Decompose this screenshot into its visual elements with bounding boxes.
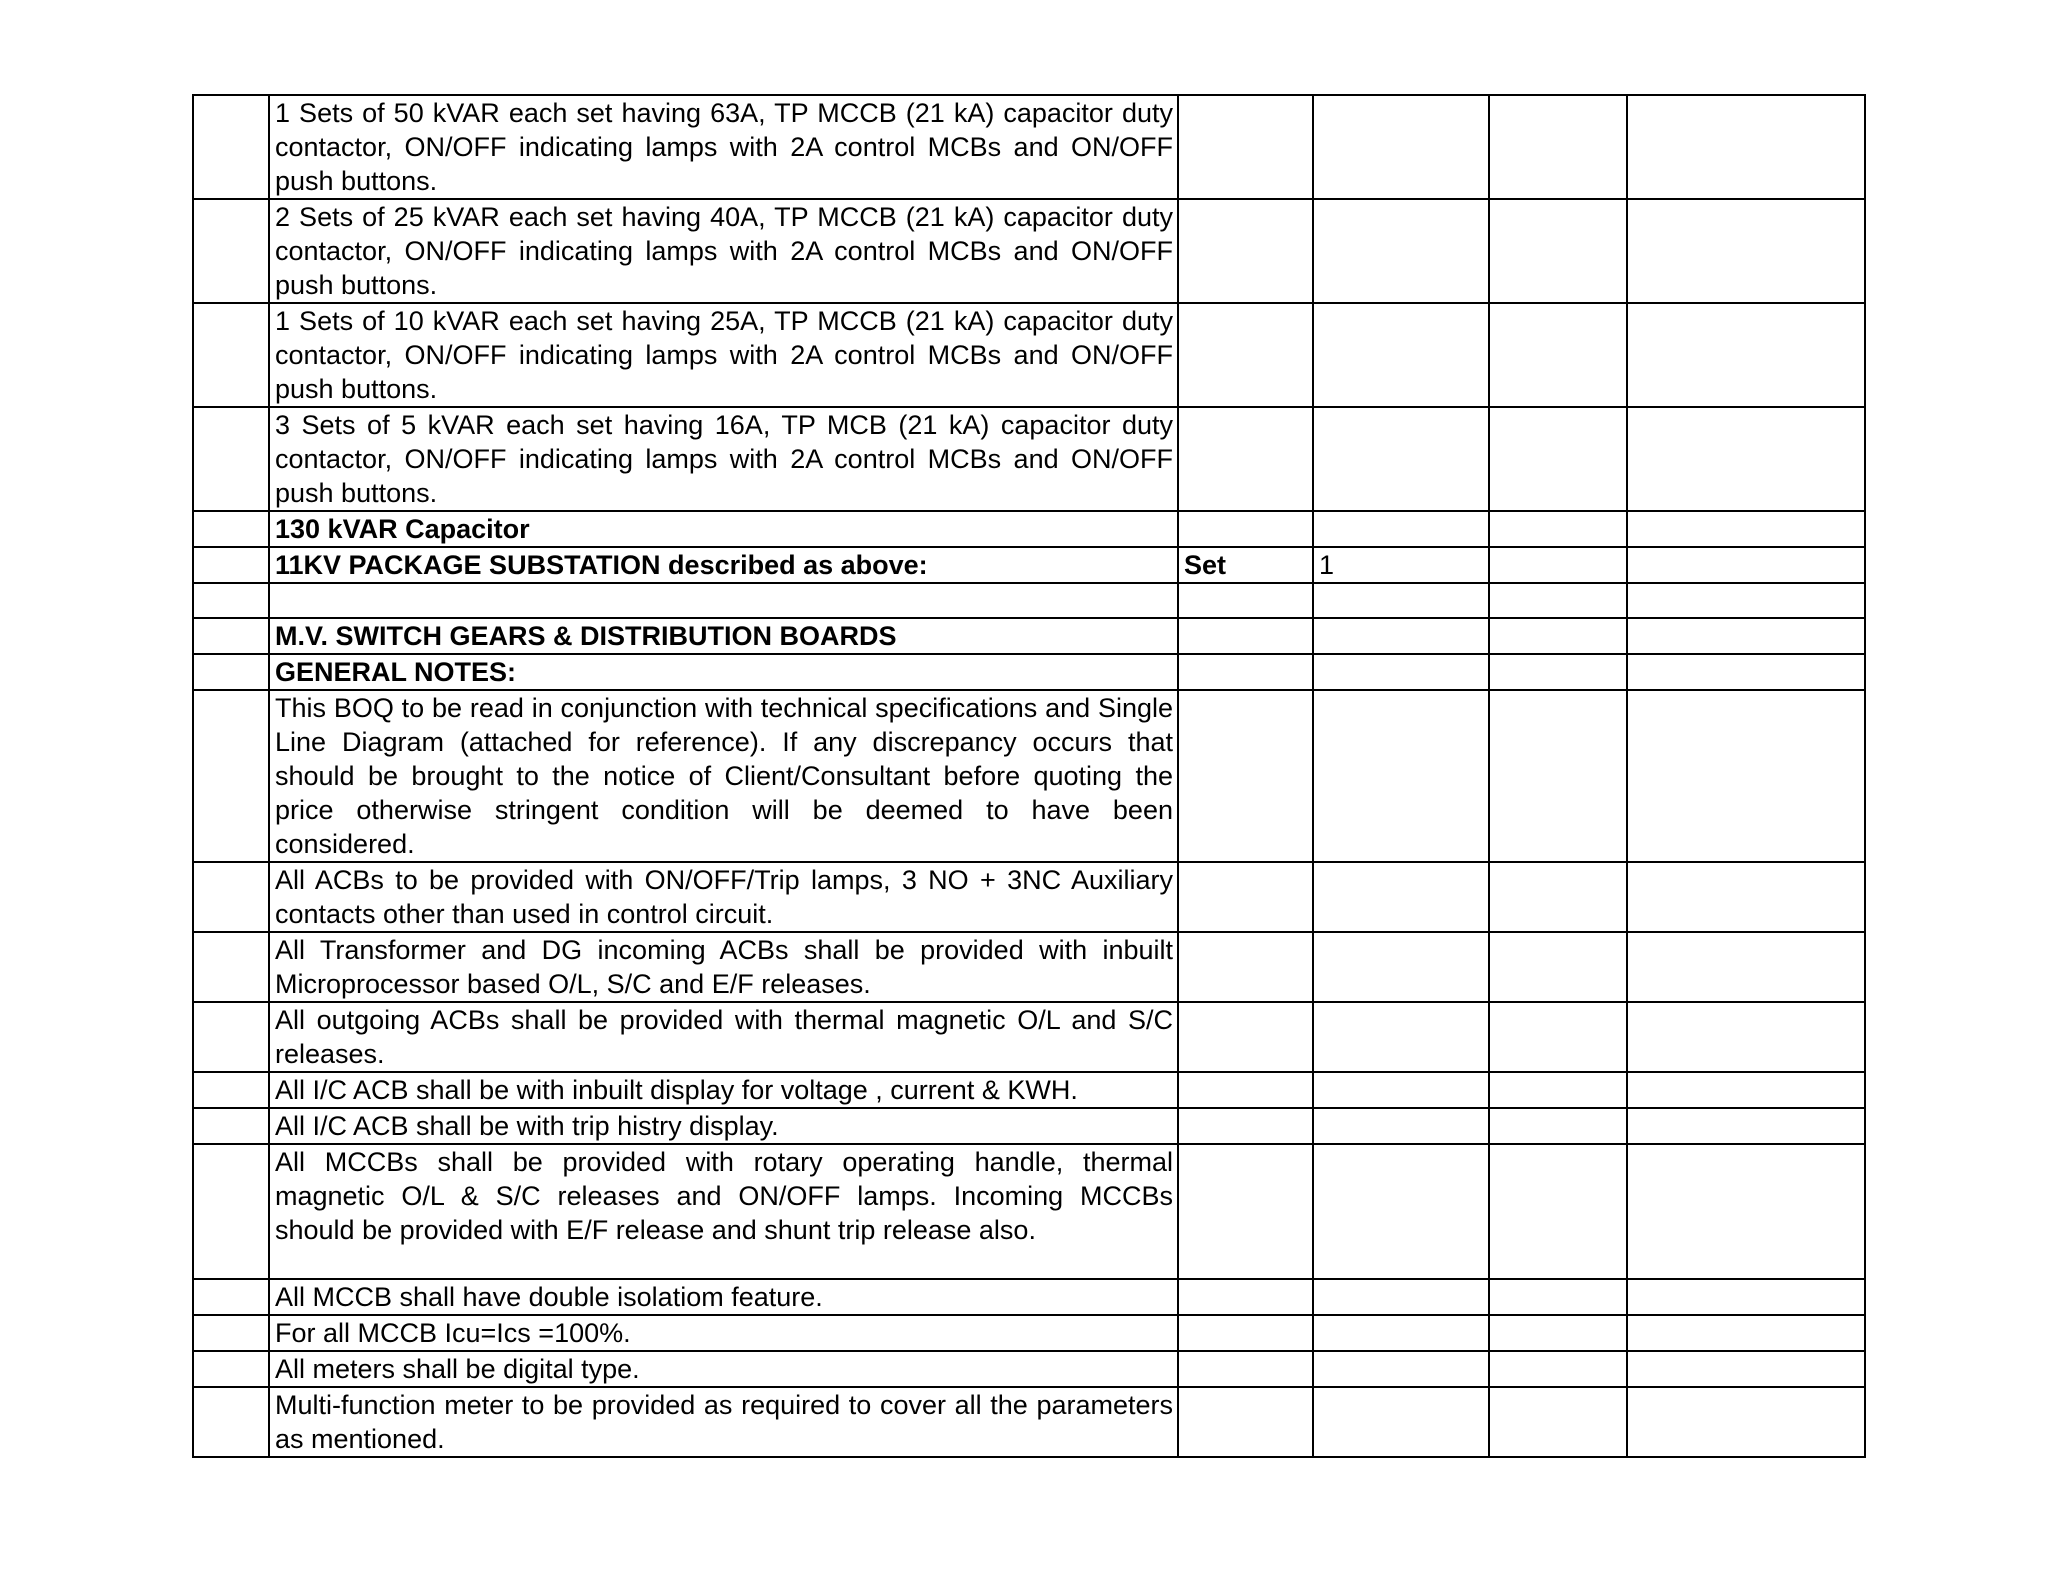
quantity-cell (1313, 407, 1489, 511)
rate-cell (1489, 199, 1627, 303)
table-row (193, 654, 1865, 690)
amount-cell (1627, 547, 1865, 583)
unit-cell (1178, 690, 1313, 862)
description-cell: All ACBs to be provided with ON/OFF/Trip lamps, 3 NO + 3NC Auxiliary contacts other than used in control circuit. (269, 862, 1178, 932)
description-cell: All I/C ACB shall be with inbuilt display for voltage , current & KWH. (269, 1072, 1178, 1108)
table-row (193, 1072, 1865, 1108)
rate-cell (1489, 1002, 1627, 1072)
rate-cell (1489, 1351, 1627, 1387)
item-no-cell (193, 1072, 269, 1108)
amount-cell (1627, 303, 1865, 407)
table-row (193, 407, 1865, 511)
description-cell: For all MCCB Icu=Ics =100%. (269, 1315, 1178, 1351)
amount-cell (1627, 1144, 1865, 1279)
table-row (193, 1351, 1865, 1387)
rate-cell (1489, 1279, 1627, 1315)
description-cell: All outgoing ACBs shall be provided with thermal magnetic O/L and S/C releases. (269, 1002, 1178, 1072)
amount-cell (1627, 654, 1865, 690)
quantity-cell (1313, 1279, 1489, 1315)
unit-cell (1178, 618, 1313, 654)
unit-cell (1178, 1315, 1313, 1351)
item-no-cell (193, 1279, 269, 1315)
unit-cell: Set (1178, 547, 1313, 583)
rate-cell (1489, 547, 1627, 583)
table-row (193, 862, 1865, 932)
unit-cell (1178, 1351, 1313, 1387)
quantity-cell (1313, 303, 1489, 407)
unit-cell (1178, 583, 1313, 618)
unit-cell (1178, 303, 1313, 407)
description-cell: 1 Sets of 10 kVAR each set having 25A, TP MCCB (21 kA) capacitor duty contactor, ON/OFF indicating lamps with 2A control MCBs and ON/OFF push buttons. (269, 303, 1178, 407)
item-no-cell (193, 654, 269, 690)
table-row (193, 199, 1865, 303)
rate-cell (1489, 511, 1627, 547)
quantity-cell: 1 (1313, 547, 1489, 583)
quantity-cell (1313, 511, 1489, 547)
item-no-cell (193, 1108, 269, 1144)
table-row (193, 511, 1865, 547)
quantity-cell (1313, 618, 1489, 654)
table-row (193, 95, 1865, 199)
description-cell: Multi-function meter to be provided as required to cover all the parameters as mentioned. (269, 1387, 1178, 1457)
item-no-cell (193, 932, 269, 1002)
unit-cell (1178, 1279, 1313, 1315)
item-no-cell (193, 95, 269, 199)
description-cell: M.V. SWITCH GEARS & DISTRIBUTION BOARDS (269, 618, 1178, 654)
table-row (193, 1315, 1865, 1351)
item-no-cell (193, 1002, 269, 1072)
amount-cell (1627, 1002, 1865, 1072)
item-no-cell (193, 511, 269, 547)
amount-cell (1627, 618, 1865, 654)
item-no-cell (193, 1315, 269, 1351)
unit-cell (1178, 654, 1313, 690)
unit-cell (1178, 862, 1313, 932)
description-cell: All MCCB shall have double isolatiom feature. (269, 1279, 1178, 1315)
unit-cell (1178, 932, 1313, 1002)
unit-cell (1178, 199, 1313, 303)
item-no-cell (193, 199, 269, 303)
rate-cell (1489, 1387, 1627, 1457)
rate-cell (1489, 654, 1627, 690)
table-row (193, 1144, 1865, 1279)
quantity-cell (1313, 1387, 1489, 1457)
rate-cell (1489, 95, 1627, 199)
quantity-cell (1313, 862, 1489, 932)
amount-cell (1627, 1072, 1865, 1108)
rate-cell (1489, 1108, 1627, 1144)
quantity-cell (1313, 199, 1489, 303)
amount-cell (1627, 583, 1865, 618)
unit-cell (1178, 95, 1313, 199)
quantity-cell (1313, 690, 1489, 862)
description-cell: This BOQ to be read in conjunction with technical specifications and Single Line Diagram (attached for reference). If any discrepancy occurs that should be brought to the notice of Client/Consultant before quoting the price otherwise stringent condition will be deemed to have been considered. (269, 690, 1178, 862)
item-no-cell (193, 1387, 269, 1457)
item-no-cell (193, 547, 269, 583)
table-row (193, 303, 1865, 407)
amount-cell (1627, 511, 1865, 547)
rate-cell (1489, 690, 1627, 862)
item-no-cell (193, 303, 269, 407)
amount-cell (1627, 1315, 1865, 1351)
rate-cell (1489, 932, 1627, 1002)
description-cell: All MCCBs shall be provided with rotary operating handle, thermal magnetic O/L & S/C releases and ON/OFF lamps. Incoming MCCBs should be provided with E/F release and shunt trip release also. (269, 1144, 1178, 1279)
amount-cell (1627, 932, 1865, 1002)
amount-cell (1627, 1387, 1865, 1457)
item-no-cell (193, 1351, 269, 1387)
amount-cell (1627, 862, 1865, 932)
item-no-cell (193, 690, 269, 862)
quantity-cell (1313, 95, 1489, 199)
quantity-cell (1313, 1144, 1489, 1279)
quantity-cell (1313, 583, 1489, 618)
description-cell: GENERAL NOTES: (269, 654, 1178, 690)
quantity-cell (1313, 932, 1489, 1002)
description-cell: 130 kVAR Capacitor (269, 511, 1178, 547)
rate-cell (1489, 1072, 1627, 1108)
rate-cell (1489, 1144, 1627, 1279)
quantity-cell (1313, 1108, 1489, 1144)
description-cell: All I/C ACB shall be with trip histry display. (269, 1108, 1178, 1144)
table-row (193, 690, 1865, 862)
item-no-cell (193, 618, 269, 654)
quantity-cell (1313, 1002, 1489, 1072)
description-cell: All Transformer and DG incoming ACBs shall be provided with inbuilt Microprocessor based O/L, S/C and E/F releases. (269, 932, 1178, 1002)
boq-table (192, 94, 1866, 1458)
item-no-cell (193, 407, 269, 511)
quantity-cell (1313, 1072, 1489, 1108)
rate-cell (1489, 862, 1627, 932)
rate-cell (1489, 303, 1627, 407)
table-row (193, 1279, 1865, 1315)
description-cell (269, 583, 1178, 618)
unit-cell (1178, 1108, 1313, 1144)
rate-cell (1489, 618, 1627, 654)
amount-cell (1627, 407, 1865, 511)
unit-cell (1178, 407, 1313, 511)
description-cell: 2 Sets of 25 kVAR each set having 40A, TP MCCB (21 kA) capacitor duty contactor, ON/OFF indicating lamps with 2A control MCBs and ON/OFF push buttons. (269, 199, 1178, 303)
item-no-cell (193, 583, 269, 618)
description-cell: 1 Sets of 50 kVAR each set having 63A, TP MCCB (21 kA) capacitor duty contactor, ON/OFF indicating lamps with 2A control MCBs and ON/OFF push buttons. (269, 95, 1178, 199)
unit-cell (1178, 1387, 1313, 1457)
amount-cell (1627, 95, 1865, 199)
rate-cell (1489, 407, 1627, 511)
amount-cell (1627, 690, 1865, 862)
item-no-cell (193, 1144, 269, 1279)
rate-cell (1489, 1315, 1627, 1351)
amount-cell (1627, 1351, 1865, 1387)
unit-cell (1178, 1144, 1313, 1279)
table-row (193, 1002, 1865, 1072)
description-cell: 3 Sets of 5 kVAR each set having 16A, TP MCB (21 kA) capacitor duty contactor, ON/OFF indicating lamps with 2A control MCBs and ON/OFF push buttons. (269, 407, 1178, 511)
quantity-cell (1313, 1351, 1489, 1387)
table-row (193, 932, 1865, 1002)
table-row (193, 618, 1865, 654)
unit-cell (1178, 1002, 1313, 1072)
amount-cell (1627, 1279, 1865, 1315)
rate-cell (1489, 583, 1627, 618)
quantity-cell (1313, 1315, 1489, 1351)
table-row (193, 583, 1865, 618)
description-cell: All meters shall be digital type. (269, 1351, 1178, 1387)
item-no-cell (193, 862, 269, 932)
quantity-cell (1313, 654, 1489, 690)
table-row (193, 1387, 1865, 1457)
unit-cell (1178, 511, 1313, 547)
description-cell: 11KV PACKAGE SUBSTATION described as above: (269, 547, 1178, 583)
table-row (193, 1108, 1865, 1144)
amount-cell (1627, 1108, 1865, 1144)
boq-table-body (193, 95, 1865, 1457)
unit-cell (1178, 1072, 1313, 1108)
amount-cell (1627, 199, 1865, 303)
table-row (193, 547, 1865, 583)
